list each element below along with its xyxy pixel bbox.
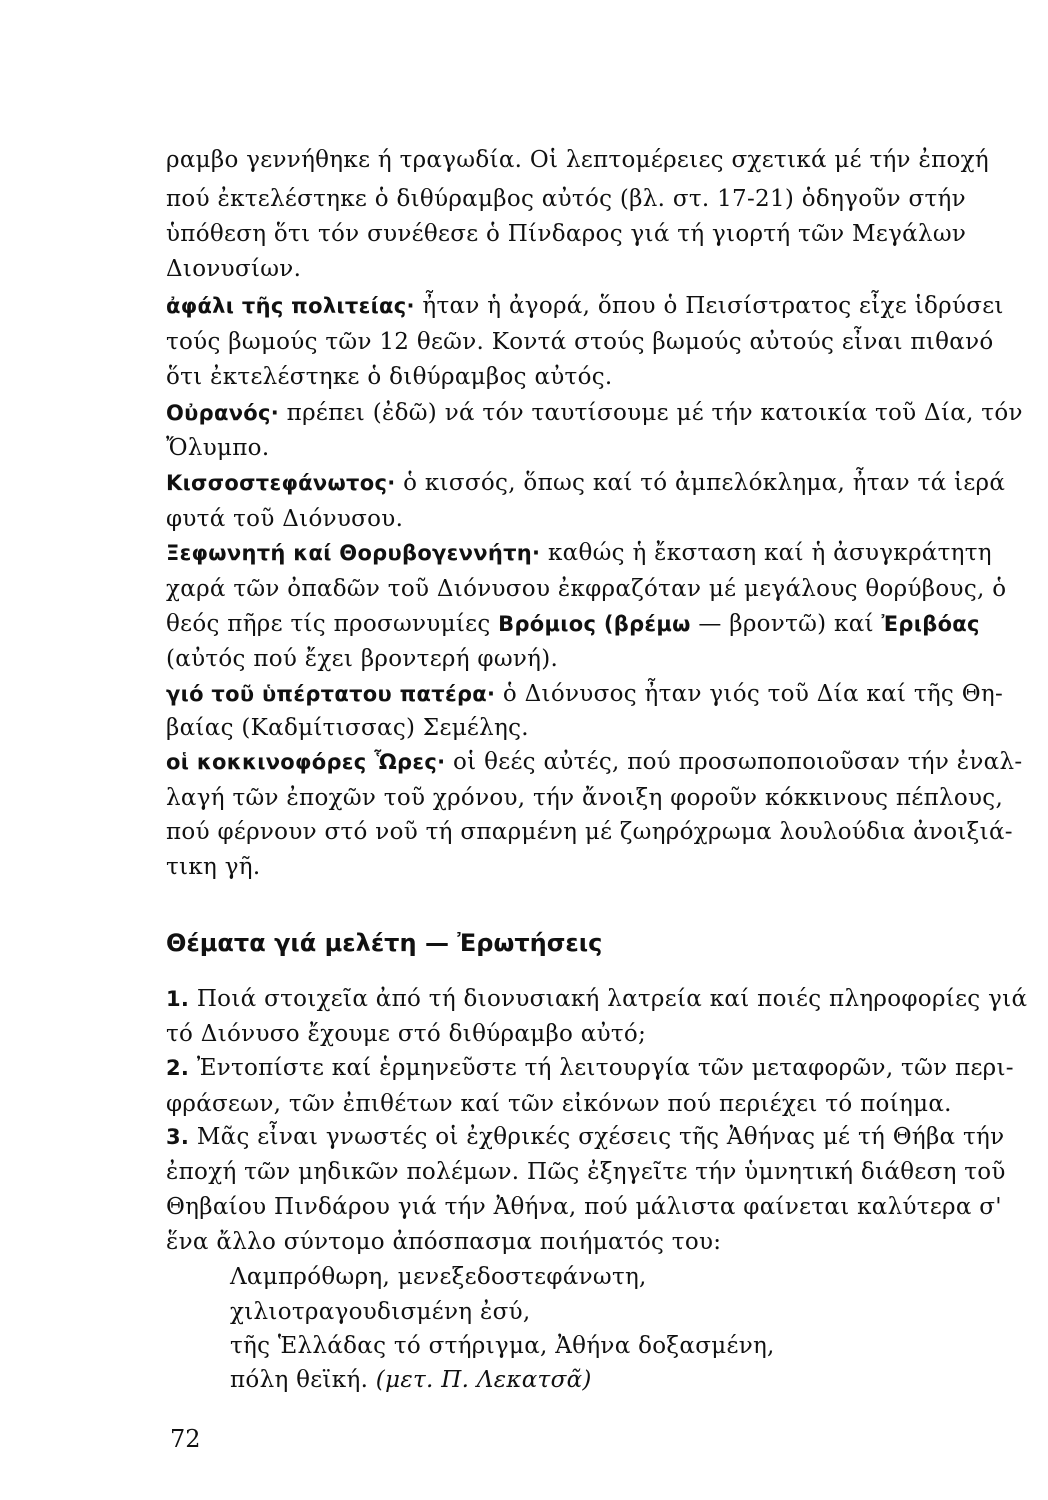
poem-line: [230, 1364, 1048, 1396]
question-item: [166, 1052, 1014, 1084]
text-line: φυτά τοῦ Διόνυσου.: [166, 506, 404, 532]
text-line: φράσεων, τῶν ἐπιθέτων καί τῶν εἰκόνων πού περιέχει τό ποίημα.: [166, 1091, 952, 1117]
glossary-term: Ξεφωνητή καί Θορυβογεννήτη·: [166, 541, 541, 565]
translator-attribution: (μετ. Π. Λεκατσᾶ): [375, 1367, 592, 1393]
glossary-definition: οἱ θεές αὐτές, πού προσωποποιοῦσαν τήν ἐναλ-: [445, 749, 1023, 775]
glossary-definition: καθώς ἡ ἔκσταση καί ἡ ἀσυγκράτητη: [540, 540, 992, 566]
glossary-definition: ἦταν ἡ ἀγορά, ὅπου ὁ Πεισίστρατος εἶχε ἱδρύσει: [414, 293, 1004, 319]
glossary-term: ἀφάλι τῆς πολιτείας·: [166, 294, 415, 318]
text-fragment: θεός πῆρε τίς προσωνυμίες: [166, 611, 499, 637]
glossary-definition: ὁ Διόνυσος ἦταν γιός τοῦ Δία καί τῆς Θη-: [495, 681, 1004, 707]
glossary-term: γιό τοῦ ὑπέρτατου πατέρα·: [166, 682, 496, 706]
text-line: (αὐτός πού ἔχει βροντερή φωνή).: [166, 646, 559, 672]
text-line: πού ἐκτελέστηκε ὁ διθύραμβος αὐτός (βλ. στ. 17-21) ὁδηγοῦν στήν: [166, 186, 966, 212]
question-number: 3.: [166, 1125, 190, 1149]
text-line: [166, 608, 996, 640]
text-line: χαρά τῶν ὀπαδῶν τοῦ Διόνυσου ἐκφραζόταν μέ μεγάλους θορύβους, ὁ: [166, 576, 1007, 602]
question-text: Ποιά στοιχεῖα ἀπό τή διονυσιακή λατρεία καί ποιές πληροφορίες γιά: [189, 986, 1028, 1012]
text-line: Διονυσίων.: [166, 256, 302, 282]
glossary-term: οἱ κοκκινοφόρες Ὧρες·: [166, 750, 446, 774]
text-line: ἕνα ἄλλο σύντομο ἀπόσπασμα ποιήματός του:: [166, 1229, 722, 1255]
text-line: Ὄλυμπο.: [166, 435, 270, 461]
text-line: τό Διόνυσο ἔχουμε στό διθύραμβο αὐτό;: [166, 1021, 647, 1047]
glossary-entry: [166, 678, 1004, 710]
text-line: λαγή τῶν ἐποχῶν τοῦ χρόνου, τήν ἄνοιξη φοροῦν κόκκινους πέπλους,: [166, 785, 1004, 811]
text-line: πού φέρνουν στό νοῦ τή σπαρμένη μέ ζωηρόχρωμα λουλούδια ἀνοιξιά-: [166, 819, 1013, 845]
text-line: τικη γῆ.: [166, 854, 261, 880]
poem-text: πόλη θεϊκή.: [230, 1367, 376, 1393]
question-number: 2.: [166, 1056, 190, 1080]
question-item: [166, 983, 1028, 1015]
epithet-term: Βρόμιος (βρέμω: [498, 612, 691, 636]
text-line: ἐποχή τῶν μηδικῶν πολέμων. Πῶς ἐξηγεῖτε τήν ὑμνητική διάθεση τοῦ: [166, 1159, 1006, 1185]
text-line: ὅτι ἐκτελέστηκε ὁ διθύραμβος αὐτός.: [166, 364, 613, 390]
text-fragment: — βροντῶ) καί: [690, 611, 882, 637]
glossary-term: Οὐρανός·: [166, 401, 280, 425]
poem-line: τῆς Ἑλλάδας τό στήριγμα, Ἀθήνα δοξασμένη,: [230, 1333, 775, 1359]
page-number: 72: [170, 1425, 201, 1453]
glossary-entry: [166, 290, 1004, 322]
section-heading: Θέματα γιά μελέτη — Ἐρωτήσεις: [166, 929, 603, 957]
question-number: 1.: [166, 987, 190, 1011]
text-line: βαίας (Καδμίτισσας) Σεμέλης.: [166, 715, 529, 741]
glossary-entry: [166, 397, 1023, 429]
glossary-entry: [166, 746, 1023, 778]
text-line: Θηβαίου Πινδάρου γιά τήν Ἀθήνα, πού μάλιστα φαίνεται καλύτερα σ': [166, 1194, 1002, 1220]
glossary-term: Κισσοστεφάνωτος·: [166, 471, 396, 495]
glossary-entry: [166, 537, 996, 569]
text-line: ὑπόθεση ὅτι τόν συνέθεσε ὁ Πίνδαρος γιά τή γιορτή τῶν Μεγάλων: [166, 221, 967, 247]
question-item: [166, 1121, 1005, 1153]
glossary-definition: πρέπει (ἐδῶ) νά τόν ταυτίσουμε μέ τήν κατοικία τοῦ Δία, τόν: [279, 400, 1023, 426]
glossary-definition: ὁ κισσός, ὅπως καί τό ἀμπελόκλημα, ἦταν τά ἱερά: [395, 470, 1006, 496]
question-text: Μᾶς εἶναι γνωστές οἱ ἐχθρικές σχέσεις τῆς Ἀθήνας μέ τή Θήβα τήν: [189, 1124, 1005, 1150]
text-line: τούς βωμούς τῶν 12 θεῶν. Κοντά στούς βωμούς αὐτούς εἶναι πιθανό: [166, 329, 994, 355]
poem-line: χιλιοτραγουδισμένη ἐσύ,: [230, 1299, 531, 1325]
question-text: Ἐντοπίστε καί ἑρμηνεῦστε τή λειτουργία τῶν μεταφορῶν, τῶν περι-: [189, 1055, 1014, 1081]
epithet-term: Ἐριβόας: [881, 612, 980, 636]
glossary-entry: [166, 467, 1006, 499]
poem-line: Λαμπρόθωρη, μενεξεδοστεφάνωτη,: [230, 1264, 647, 1290]
text-line: ραμβο γεννήθηκε ή τραγωδία. Οἱ λεπτομέρειες σχετικά μέ τήν ἐποχή: [166, 147, 989, 173]
